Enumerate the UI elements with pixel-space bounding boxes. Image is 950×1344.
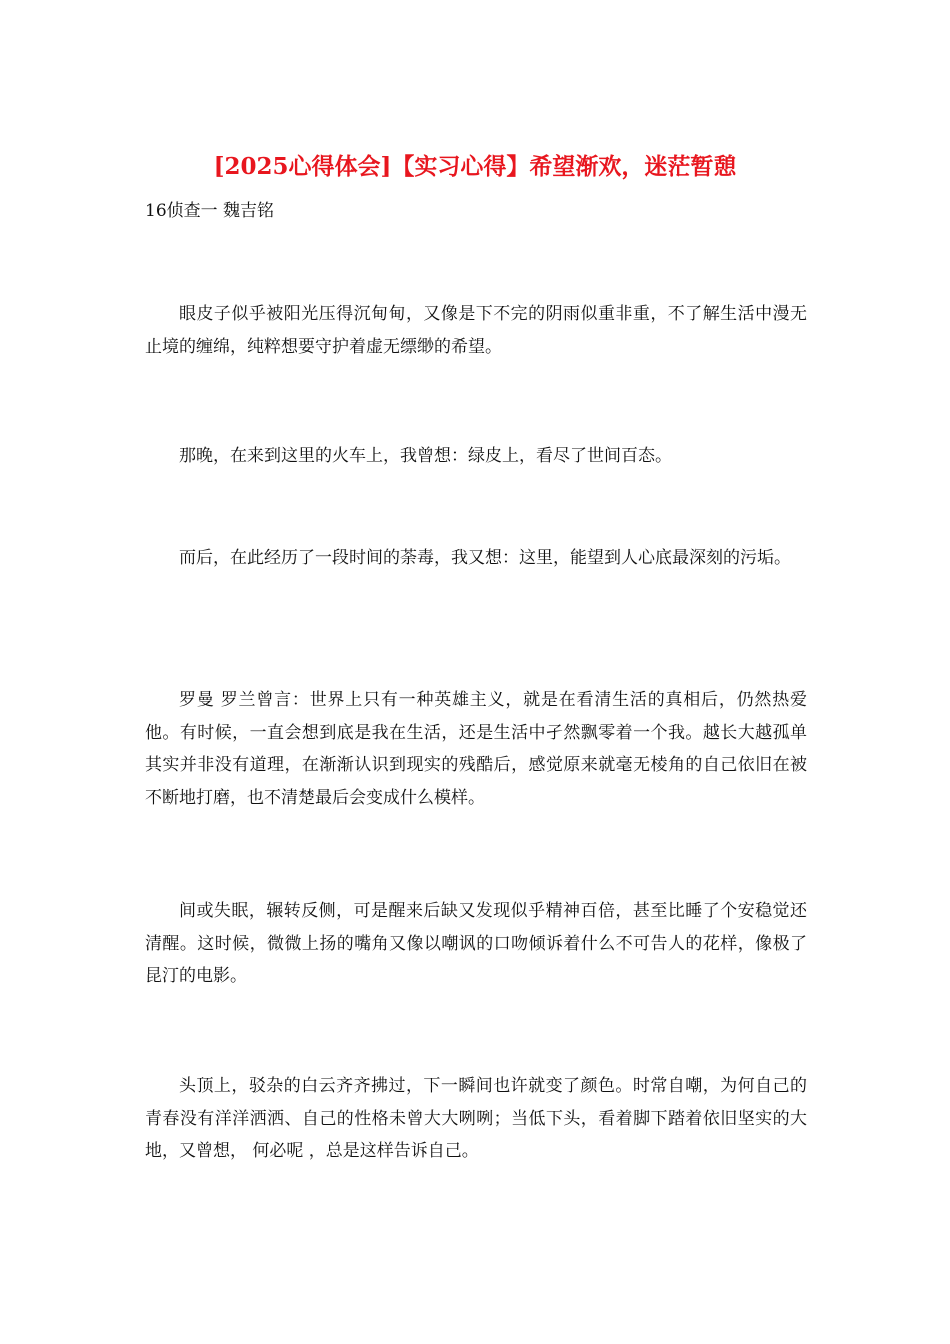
paragraph-1: 眼皮子似乎被阳光压得沉甸甸，又像是下不完的阴雨似重非重，不了解生活中漫无止境的缠绵，纯粹想要守护着虚无缥缈的希望。 — [145, 304, 807, 357]
page-title: [2025心得体会]【实习心得】希望渐欢，迷茫暂憩 — [213, 153, 737, 180]
paragraph-3: 而后，在此经历了一段时间的荼毒，我又想：这里，能望到人心底最深刻的污垢。 — [179, 548, 791, 568]
author-byline: 16侦查一 魏吉铭 — [145, 201, 275, 221]
paragraph-4: 罗曼 罗兰曾言：世界上只有一种英雄主义，就是在看清生活的真相后，仍然热爱他。有时候，一直会想到底是我在生活，还是生活中孑然飘零着一个我。越长大越孤单其实并非没有道理，在渐渐认识到现实的残酷后，感觉原来就毫无棱角的自己依旧在被不断地打磨，也不清楚最后会变成什么模样。 — [145, 690, 807, 808]
paragraph-2: 那晚，在来到这里的火车上，我曾想：绿皮上，看尽了世间百态。 — [179, 446, 672, 466]
paragraph-5: 间或失眠，辗转反侧，可是醒来后缺又发现似乎精神百倍，甚至比睡了个安稳觉还清醒。这时候，微微上扬的嘴角又像以嘲讽的口吻倾诉着什么不可告人的花样，像极了昆汀的电影。 — [145, 901, 807, 986]
paragraph-6: 头顶上，驳杂的白云齐齐拂过，下一瞬间也许就变了颜色。时常自嘲，为何自己的青春没有洋洋洒洒、自己的性格未曾大大咧咧；当低下头，看着脚下踏着依旧坚实的大地，又曾想， 何必呢 ，总是这样告诉自己。 — [145, 1076, 807, 1161]
